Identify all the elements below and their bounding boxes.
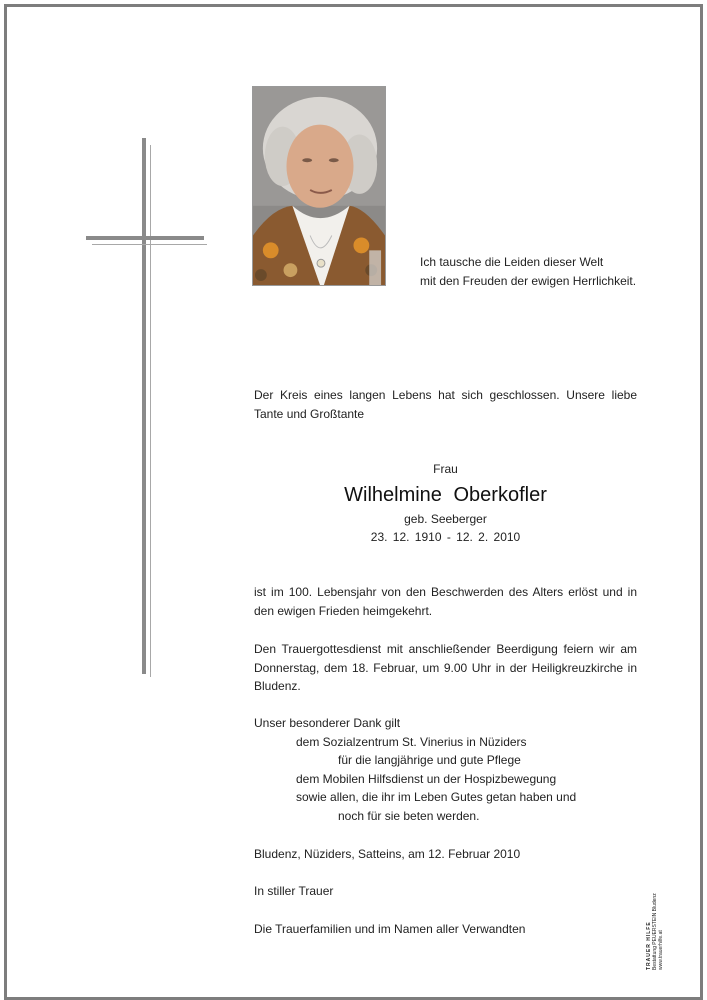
cross-shadow-vertical bbox=[150, 145, 151, 677]
quote-line-1: Ich tausche die Leiden dieser Welt bbox=[420, 255, 604, 269]
paragraph-funeral-line-1: Den Trauergottesdienst mit anschließender Beerdigung feiern wir am bbox=[254, 642, 637, 656]
birth-name: geb. Seeberger bbox=[404, 512, 487, 526]
thanks-line-4: dem Mobilen Hilfsdienst un der Hospizbewegung bbox=[296, 771, 557, 786]
paragraph-funeral-line-3: Bludenz. bbox=[254, 679, 301, 693]
intro-line-2: Tante und Großtante bbox=[254, 406, 365, 421]
thanks-line-2: dem Sozialzentrum St. Vinerius in Nüziders bbox=[296, 734, 527, 749]
place-date: Bludenz, Nüziders, Satteins, am 12. Februar 2010 bbox=[254, 847, 521, 861]
cross-shadow-horizontal bbox=[92, 244, 207, 245]
cross-icon bbox=[142, 138, 146, 674]
thanks-line-1: Unser besonderer Dank gilt bbox=[254, 716, 401, 730]
quote bbox=[420, 253, 636, 290]
cross-beam bbox=[86, 236, 204, 240]
deceased-name: Wilhelmine Oberkofler bbox=[344, 484, 547, 506]
intro-line-1: Der Kreis eines langen Lebens hat sich geschlossen. Unsere liebe bbox=[254, 388, 637, 402]
thanks-line-3: für die langjährige und gute Pflege bbox=[338, 753, 521, 767]
thanks-block bbox=[254, 714, 576, 825]
logo-line-2: Bestattung PEUERSTEIN Bludenz bbox=[652, 893, 658, 970]
paragraph-death bbox=[254, 583, 637, 620]
paragraph-funeral-line-2: Donnerstag, dem 18. Februar, um 9.00 Uhr in der Heiligkreuzkirche in bbox=[254, 660, 637, 675]
paragraph-death-line-1: ist im 100. Lebensjahr von den Beschwerden des Alters erlöst und in bbox=[254, 585, 637, 599]
families-line: Die Trauerfamilien und im Namen aller Verwandten bbox=[254, 922, 526, 936]
funeral-home-logo bbox=[646, 870, 676, 970]
salutation: Frau bbox=[433, 462, 458, 476]
logo-line-1: TRAUER HILFE bbox=[646, 921, 652, 970]
intro-text bbox=[254, 386, 637, 423]
logo-line-3: www.trauerhilfe.at bbox=[658, 930, 664, 970]
paragraph-death-line-2: den ewigen Frieden heimgekehrt. bbox=[254, 603, 433, 618]
portrait-photo bbox=[252, 86, 386, 286]
quote-line-2: mit den Freuden der ewigen Herrlichkeit. bbox=[420, 273, 637, 288]
grief-line: In stiller Trauer bbox=[254, 884, 334, 898]
thanks-line-6: noch für sie beten werden. bbox=[338, 808, 480, 823]
life-dates: 23. 12. 1910 - 12. 2. 2010 bbox=[370, 530, 521, 544]
paragraph-funeral bbox=[254, 640, 637, 696]
thanks-line-5: sowie allen, die ihr im Leben Gutes getan haben und bbox=[296, 790, 577, 804]
